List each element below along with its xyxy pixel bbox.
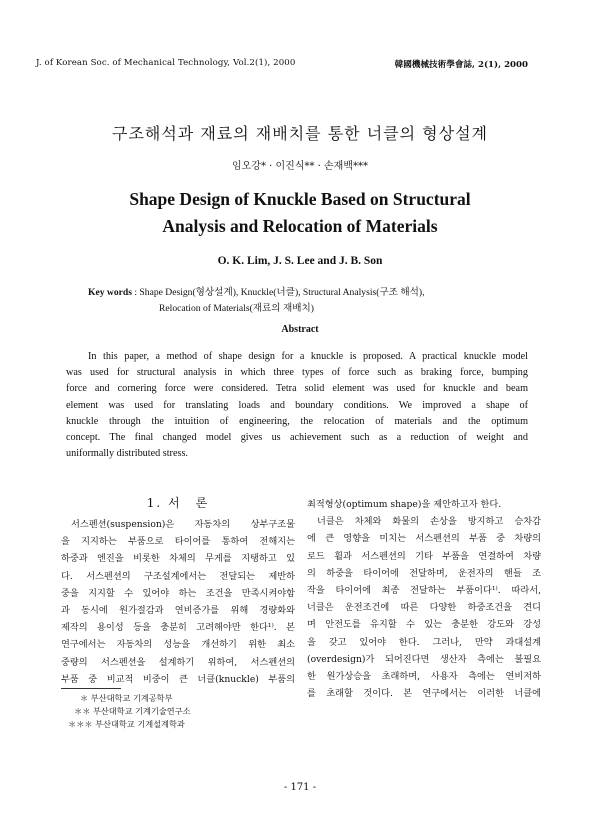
footnotes [68,692,191,731]
footnote-divider [61,688,121,689]
body-line: 부품 중 비교적 비중이 큰 너클(knuckle) 부품의 [61,673,295,685]
body-line: 한 원가상승을 초래하며, 사용자 측에는 연비저하 [307,670,541,682]
body-line: 제작의 용이성 등을 충분히 고려해야만 한다¹⁾. 본 [61,622,295,634]
footnote-affiliation-2: ＊＊ 부산대학교 기계기술연구소 [74,706,191,716]
abstract-line: element was used for translating loads and boundary conditions. We improved a shape of [66,399,528,411]
abstract-line: concept. The final changed model gives us achievement such as a reduction of weight and [66,432,528,444]
page-number: - 171 - [283,782,317,793]
abstract-heading: Abstract [281,324,319,335]
body-line: 하중과 엔진을 비롯한 차체의 무게를 지탱하고 있 [61,553,295,565]
korean-title: 구조해석과 재료의 재배치를 통한 너클의 형상설계 [111,124,488,143]
abstract-line: In this paper, a method of shape design for a knuckle is proposed. A practical knuckle model [88,351,528,362]
abstract-line: knuckle through the intuition of engineering, the relocation of materials and the optimum [66,415,528,427]
body-line: 중을 지지할 수 있어야 하는 조건을 만족시켜야함 [61,587,295,599]
abstract-line: was used for structural analysis in which three types of force such as braking force, bumping [66,367,528,379]
journal-header-en: J. of Korean Soc. of Mechanical Technology, Vol.2(1), 2000 [36,58,296,68]
body-line: 로드 휠과 서스펜션의 기타 부품을 연결하여 차량 [307,550,541,562]
keywords-line-2: Relocation of Materials(재료의 재배치) [159,303,314,314]
body-line: 최적형상(optimum shape)을 제안하고자 한다. [307,499,502,510]
section-heading-introduction: 1. 서 론 [146,496,210,510]
abstract-line: force and cornering force were considered. Tetra solid element was used for knuckle and beam [66,383,528,395]
keywords-label: Key words [88,287,132,298]
body-line: 연구에서는 자동차의 성능을 개선하기 위한 최소 [61,639,295,651]
english-title-line-2: Analysis and Relocation of Materials [162,216,438,236]
korean-authors: 임오강* · 이진식** · 손재백*** [231,161,368,172]
abstract-body [66,349,528,462]
body-line: 에 큰 영향을 미치는 서스펜션의 부품 중 차량의 [307,533,541,545]
body-line: 과 동시에 원가절감과 연비증가를 위해 경량화와 [61,604,295,616]
body-line: 너클은 차체와 화물의 손상을 방지하고 승차감 [317,516,541,528]
body-line: 서스펜션(suspension)은 자동차의 상부구조물 [71,519,295,530]
body-line: (overdesign)가 되어진다면 생산자 측에는 불필요 [307,653,541,665]
keywords-block [88,285,424,317]
body-line: 너클은 운전조건에 따른 다양한 하중조건을 견디 [307,602,541,614]
body-line: 을 갖고 있어야 한다. 그러나, 만약 과대설계 [307,636,541,648]
english-authors: O. K. Lim, J. S. Lee and J. B. Son [217,255,383,267]
body-line: 를 초래할 것이다. 본 연구에서는 이러한 너클에 [307,688,541,700]
body-line: 며 안전도를 유지할 수 있는 충분한 강도와 강성 [307,619,541,631]
keywords-line-1 [88,285,424,301]
footnote-affiliation-1: ＊ 부산대학교 기계공학부 [80,693,173,703]
journal-header-ko: 韓國機械技術學會誌, 2(1), 2000 [394,60,528,70]
body-line: 작을 타이어에 최종 전달하는 부품이다¹⁾. 따라서, [307,584,541,596]
left-column-text [61,516,295,688]
keywords-list-1: : Shape Design(형상설계), Knuckle(너클), Structural Analysis(구조 해석), [131,287,425,298]
body-line: 다. 서스펜션의 구조설계에서는 전달되는 제반하 [61,570,295,582]
abstract-line: uniformally distributed stress. [66,448,188,460]
right-column-text [307,496,541,702]
footnote-affiliation-3: ＊＊＊ 부산대학교 기계설계학과 [68,719,185,729]
english-title-line-1: Shape Design of Knuckle Based on Structural [129,189,471,209]
body-line: 의 하중을 타이어에 전달하며, 운전자의 핸들 조 [307,567,541,579]
english-title [0,186,600,240]
body-line: 중량의 서스펜션을 설계하기 위하여, 서스펜션의 [61,656,295,668]
body-line: 을 지지하는 부품으로 타이어를 통하여 전해지는 [61,536,295,548]
